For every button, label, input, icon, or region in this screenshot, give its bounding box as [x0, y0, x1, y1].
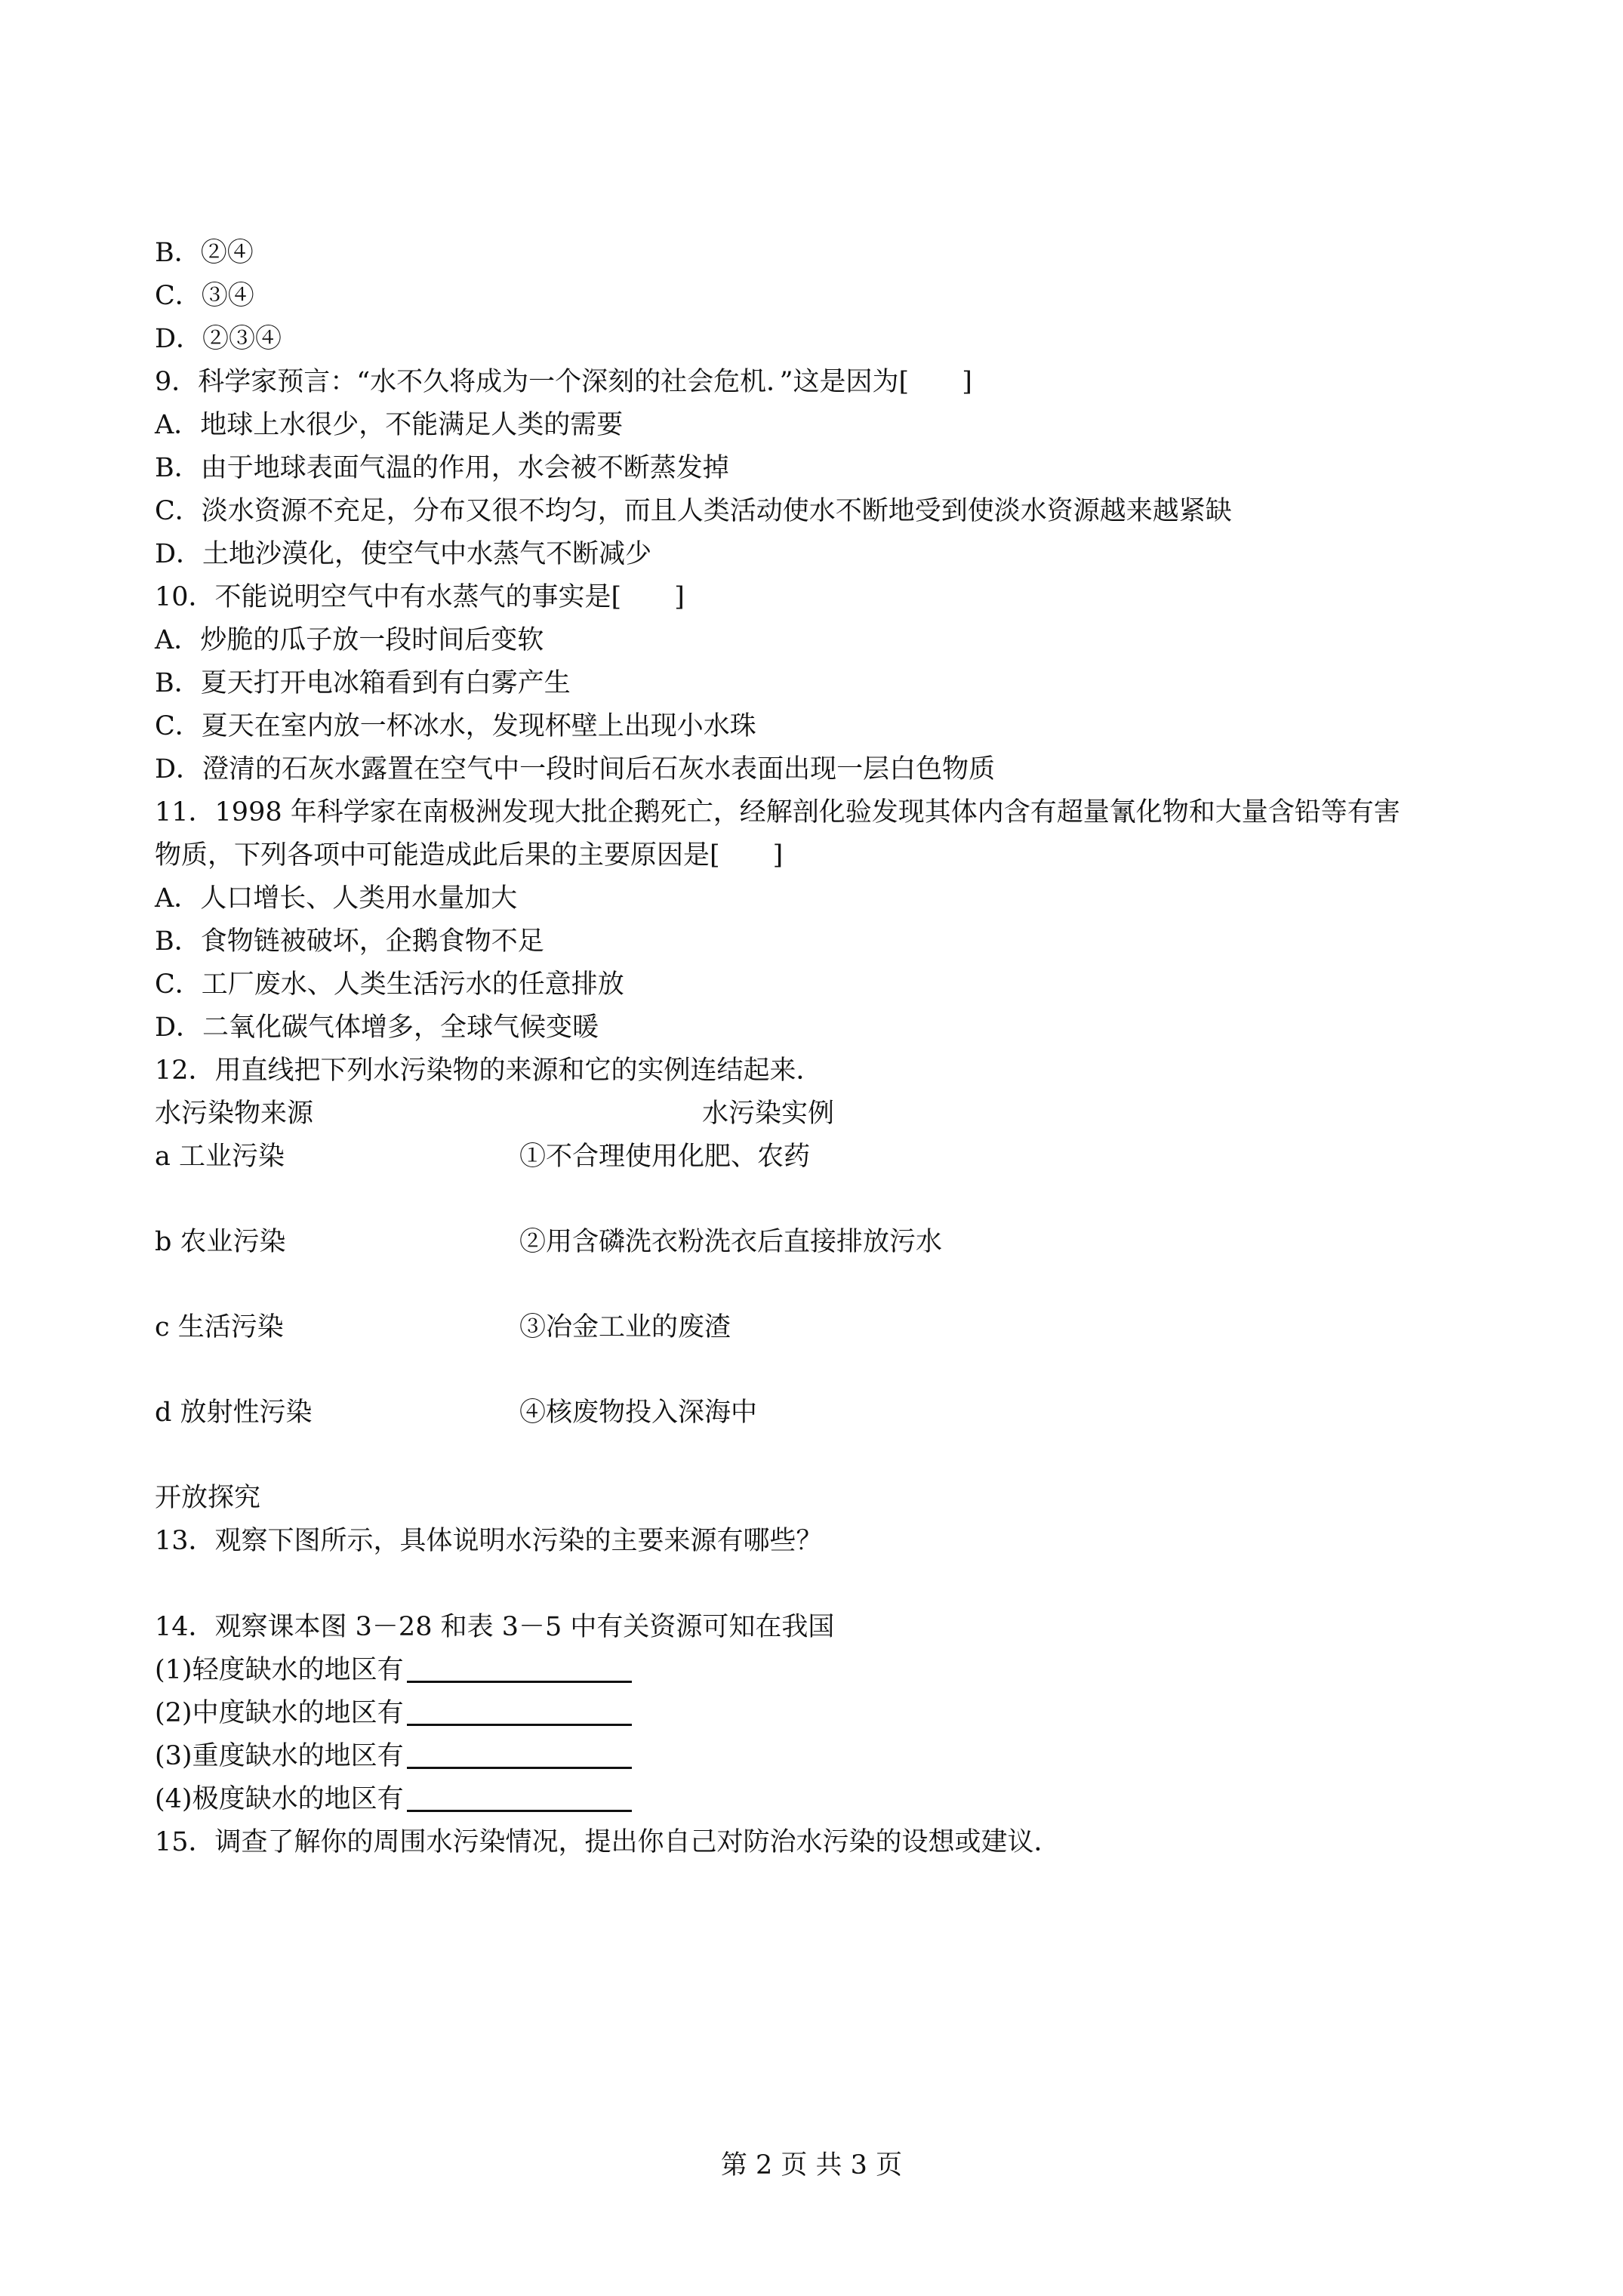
q11-option-d: D．二氧化碳气体增多，全球气候变暖 — [155, 1012, 599, 1043]
q14-item-1 — [155, 1649, 632, 1691]
answer-blank[interactable] — [407, 1738, 632, 1769]
q9-option-d: D．土地沙漠化，使空气中水蒸气不断减少 — [155, 539, 652, 569]
q11-stem-line2: 物质，下列各项中可能造成此后果的主要原因是[ ] — [155, 840, 784, 871]
q10-option-a: A．炒脆的瓜子放一段时间后变软 — [155, 625, 544, 655]
q12-header-right: 水污染实例 — [702, 1099, 835, 1129]
q12-example-3: ③冶金工业的废渣 — [519, 1312, 731, 1342]
q12-example-1: ①不合理使用化肥、农药 — [519, 1142, 811, 1172]
q10-option-c: C．夏天在室内放一杯冰水，发现杯壁上出现小水珠 — [155, 711, 756, 741]
q12-source-d: d 放射性污染 — [155, 1398, 313, 1428]
page-footer: 第 2 页 共 3 页 — [720, 2150, 903, 2180]
q14-item-2-label: (2)中度缺水的地区有 — [155, 1698, 404, 1728]
q12-source-c: c 生活污染 — [155, 1312, 284, 1342]
q12-example-2: ②用含磷洗衣粉洗衣后直接排放污水 — [519, 1227, 943, 1257]
q14-item-1-label: (1)轻度缺水的地区有 — [155, 1655, 404, 1685]
q13-stem: 13．观察下图所示，具体说明水污染的主要来源有哪些？ — [155, 1526, 823, 1556]
answer-blank[interactable] — [407, 1652, 632, 1683]
answer-blank[interactable] — [407, 1695, 632, 1726]
q10-option-b: B．夏天打开电冰箱看到有白雾产生 — [155, 668, 571, 698]
q8-option-c: C．③④ — [155, 281, 254, 311]
q11-option-a: A．人口增长、人类用水量加大 — [155, 883, 518, 914]
q9-option-c: C．淡水资源不充足，分布又很不均匀，而且人类活动使水不断地受到使淡水资源越来越紧缺 — [155, 496, 1232, 526]
q14-item-4-label: (4)极度缺水的地区有 — [155, 1784, 404, 1814]
q9-stem: 9．科学家预言：“水不久将成为一个深刻的社会危机．”这是因为[ ] — [155, 367, 972, 397]
q8-option-d: D．②③④ — [155, 324, 282, 354]
q14-stem: 14．观察课本图 3－28 和表 3－5 中有关资源可知在我国 — [155, 1612, 835, 1642]
q15-stem: 15．调查了解你的周围水污染情况，提出你自己对防治水污染的设想或建议． — [155, 1827, 1061, 1857]
q12-header-left: 水污染物来源 — [155, 1099, 314, 1129]
q12-source-a: a 工业污染 — [155, 1142, 285, 1172]
q12-source-b: b 农业污染 — [155, 1227, 286, 1257]
q11-option-b: B．食物链被破坏，企鹅食物不足 — [155, 926, 544, 957]
q14-item-4 — [155, 1778, 632, 1820]
q10-option-d: D．澄清的石灰水露置在空气中一段时间后石灰水表面出现一层白色物质 — [155, 754, 996, 784]
q11-stem-line1: 11．1998 年科学家在南极洲发现大批企鹅死亡，经解剖化验发现其体内含有超量氰化物和大量含铅等有害 — [155, 797, 1400, 827]
q10-stem: 10．不能说明空气中有水蒸气的事实是[ ] — [155, 582, 685, 612]
q14-item-3 — [155, 1735, 632, 1777]
q9-option-b: B．由于地球表面气温的作用，水会被不断蒸发掉 — [155, 453, 729, 483]
q12-example-4: ④核废物投入深海中 — [519, 1398, 758, 1428]
q12-stem: 12．用直线把下列水污染物的来源和它的实例连结起来． — [155, 1056, 823, 1086]
q9-option-a: A．地球上水很少，不能满足人类的需要 — [155, 410, 624, 440]
q14-item-3-label: (3)重度缺水的地区有 — [155, 1741, 404, 1771]
q11-option-c: C．工厂废水、人类生活污水的任意排放 — [155, 969, 624, 1000]
section-title: 开放探究 — [155, 1483, 261, 1513]
q8-option-b: B．②④ — [155, 238, 254, 268]
answer-blank[interactable] — [407, 1781, 632, 1812]
q14-item-2 — [155, 1692, 632, 1734]
